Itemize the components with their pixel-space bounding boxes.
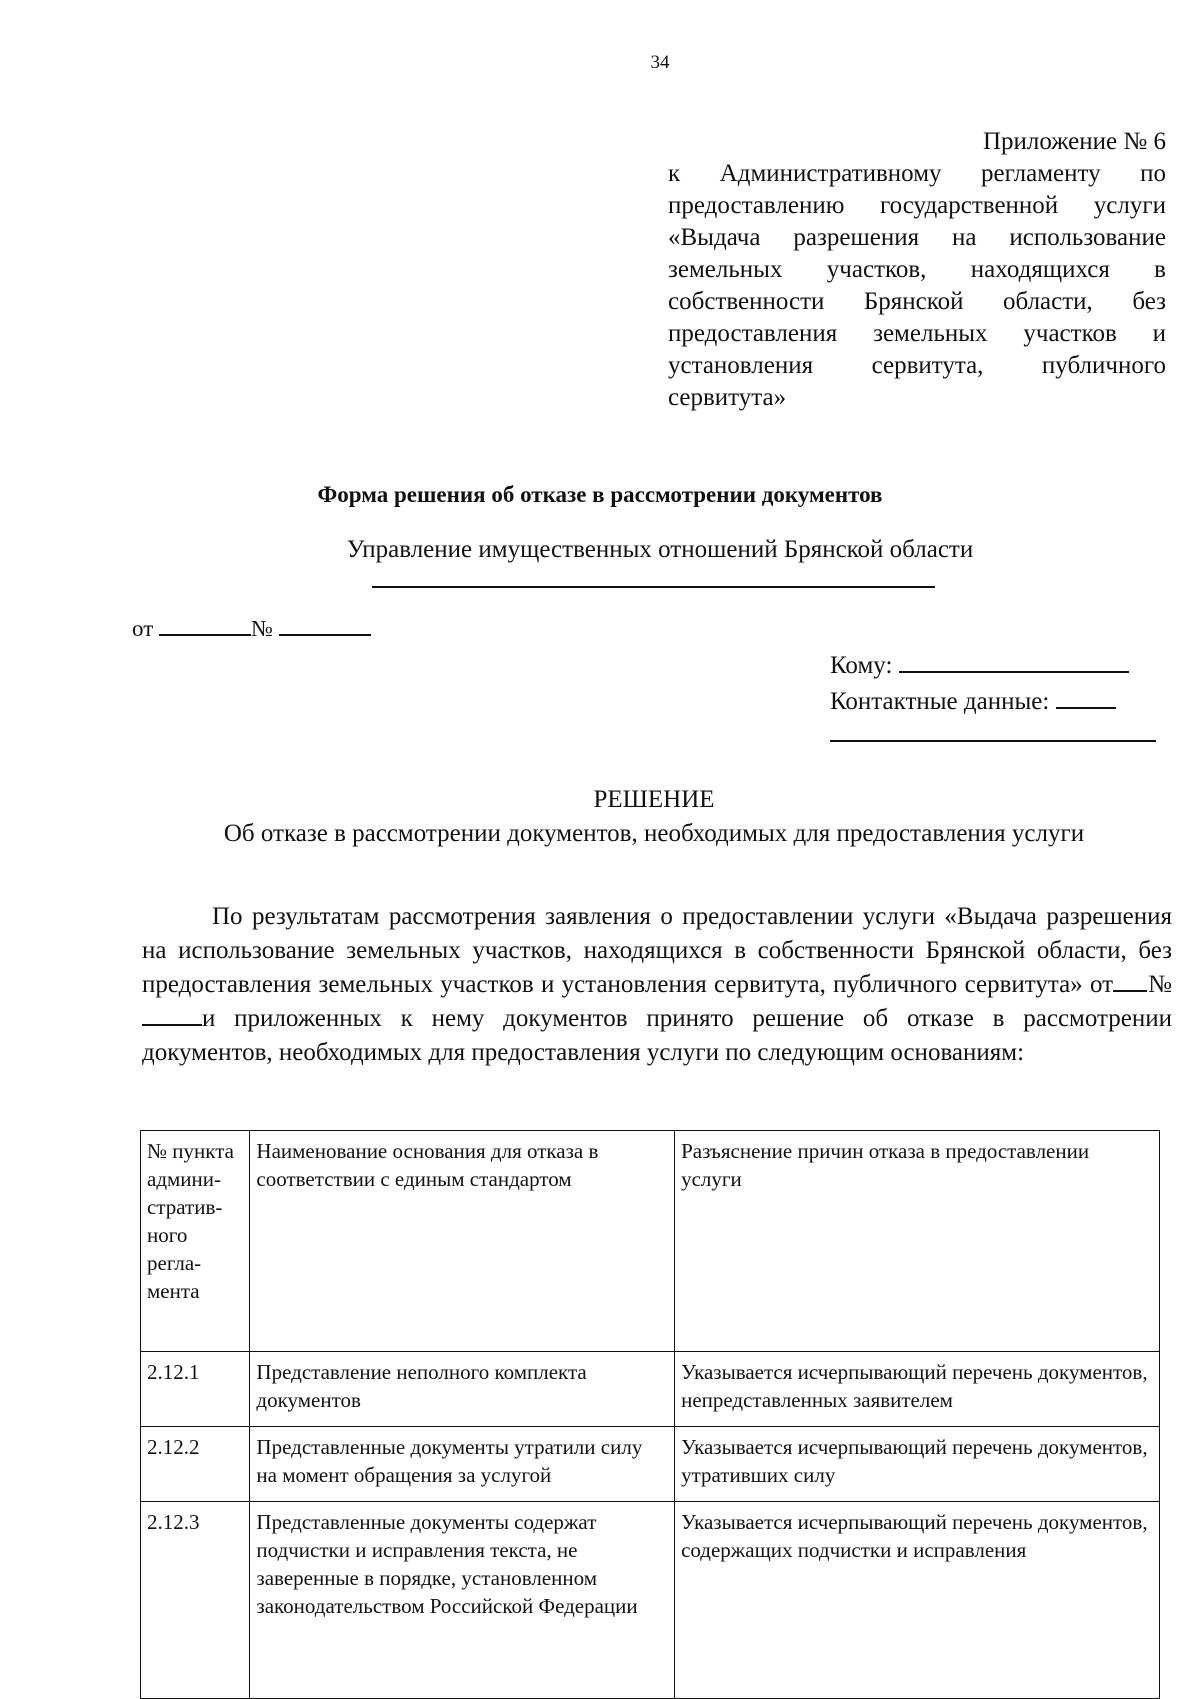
authority-name: Управление имущественных отношений Брянской области bbox=[346, 536, 974, 563]
body-number-blank bbox=[142, 1002, 202, 1026]
number-label: № bbox=[251, 616, 273, 641]
number-blank bbox=[279, 612, 371, 636]
header-clause-number: № пункта админи-стратив-ного регла-мента bbox=[141, 1131, 250, 1352]
row-ground: Представленные документы содержат подчистки и исправления текста, не заверенные в порядке, установленном законодательством Российской Федерации bbox=[250, 1502, 675, 1699]
date-from-label: от bbox=[132, 616, 154, 641]
appendix-title: Приложение № 6 bbox=[982, 128, 1166, 155]
row-explanation: Указывается исчерпывающий перечень документов, утративших силу bbox=[675, 1427, 1160, 1502]
row-explanation: Указывается исчерпывающий перечень документов, непредставленных заявителем bbox=[675, 1352, 1160, 1427]
table-row bbox=[141, 1502, 1160, 1699]
row-clause-number: 2.12.2 bbox=[141, 1427, 250, 1502]
page-number: 34 bbox=[650, 52, 670, 73]
form-title: Форма решения об отказе в рассмотрении документов bbox=[317, 482, 883, 507]
body-part-1: По результатам рассмотрения заявления о предоставлении услуги «Выдача разрешения на использование земельных участков, находящихся в собственности Брянской области, без предоставления земельных участков и установления сервитута, публичного сервитута» от bbox=[142, 903, 1172, 998]
appendix-body: к Административному регламенту по предоставлению государственной услуги «Выдача разрешения на использование земельных участков, находящихся в собственности Брянской области, без предоставления земельных участков и установления сервитута, публичного сервитута» bbox=[668, 160, 1166, 411]
date-blank bbox=[159, 612, 251, 636]
refusal-grounds-table bbox=[140, 1130, 1160, 1699]
body-part-3: и приложенных к нему документов принято решение об отказе в рассмотрении документов, необходимых для предоставления услуги по следующим основаниям: bbox=[142, 1005, 1172, 1066]
recipient-contacts-label: Контактные данные: bbox=[830, 688, 1050, 715]
header-ground-name: Наименование основания для отказа в соответствии с единым стандартом bbox=[250, 1131, 675, 1352]
recipient-to-label: Кому: bbox=[830, 652, 893, 679]
recipient-contacts-line bbox=[830, 684, 1129, 720]
recipient-contacts-blank bbox=[1056, 685, 1116, 709]
row-clause-number: 2.12.3 bbox=[141, 1502, 250, 1699]
appendix-block bbox=[668, 126, 1166, 414]
row-ground: Представленные документы утратили силу на момент обращения за услугой bbox=[250, 1427, 675, 1502]
body-paragraph bbox=[142, 900, 1172, 1070]
row-clause-number: 2.12.1 bbox=[141, 1352, 250, 1427]
row-ground: Представление неполного комплекта документов bbox=[250, 1352, 675, 1427]
recipient-to-blank bbox=[899, 649, 1129, 673]
recipient-to-line bbox=[830, 648, 1129, 684]
recipient-block bbox=[830, 648, 1129, 720]
table-header-row bbox=[141, 1131, 1160, 1352]
decision-subheading: Об отказе в рассмотрении документов, необходимых для предоставления услуги bbox=[223, 820, 1085, 847]
date-number-line bbox=[132, 612, 371, 642]
header-explanation: Разъяснение причин отказа в предоставлении услуги bbox=[675, 1131, 1160, 1352]
recipient-contacts-extra-line bbox=[830, 740, 1156, 742]
body-part-2: № bbox=[1147, 971, 1172, 998]
table-row bbox=[141, 1352, 1160, 1427]
decision-heading: РЕШЕНИЕ bbox=[593, 786, 715, 813]
table-row bbox=[141, 1427, 1160, 1502]
row-explanation: Указывается исчерпывающий перечень документов, содержащих подчистки и исправления bbox=[675, 1502, 1160, 1699]
authority-underline bbox=[372, 586, 935, 588]
body-date-blank bbox=[1113, 968, 1147, 992]
